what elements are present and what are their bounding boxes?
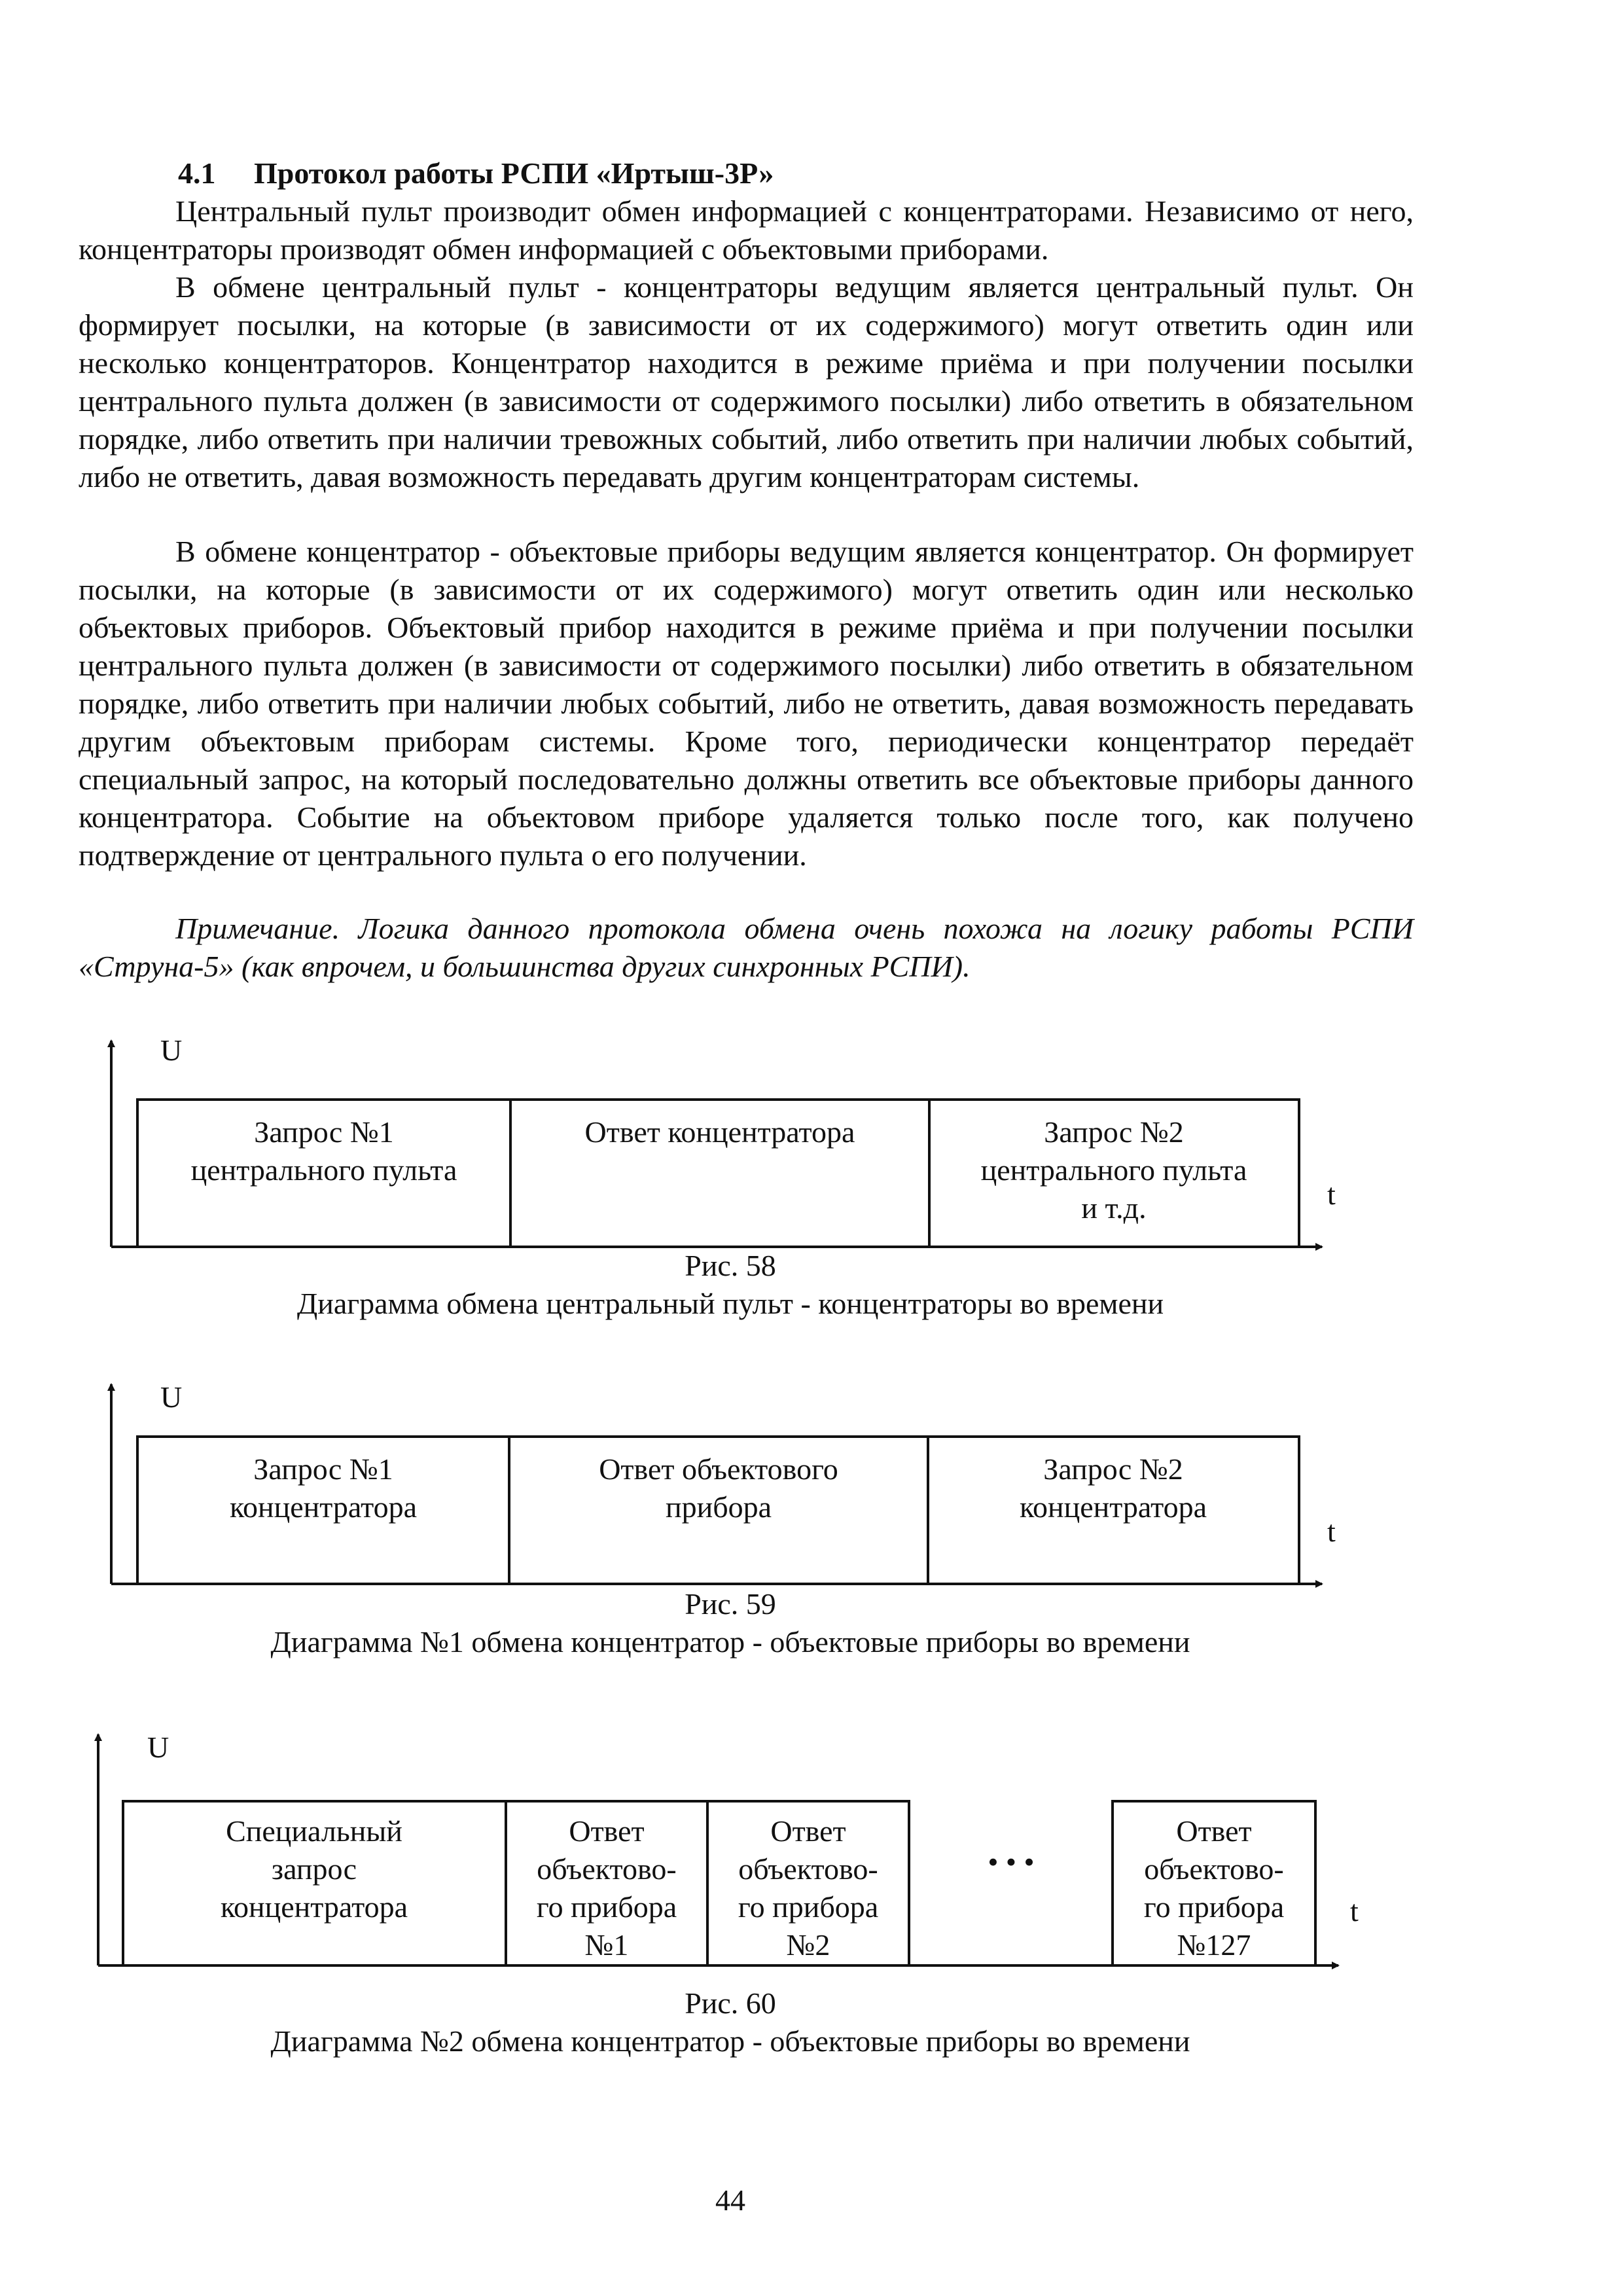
fig59-cell1-line2: концентратора (229, 1490, 418, 1524)
fig60-cell3-line3: го прибора (738, 1890, 879, 1924)
fig58-axis-u-label: U (160, 1033, 183, 1067)
figure-60-diagram (98, 1731, 1359, 1965)
fig60-cell2-line1: Ответ (569, 1814, 645, 1848)
fig58-cell3-line2: центрального пульта (980, 1153, 1247, 1187)
fig58-caption: Диаграмма обмена центральный пульт - концентраторы во времени (296, 1287, 1164, 1320)
fig58-cell1-line1: Запрос №1 (254, 1115, 394, 1149)
section-number: 4.1 (178, 156, 216, 190)
paragraph-3: В обмене концентратор - объектовые приборы ведущим является концентратор. Он формирует посылки, на которые (в зависимости от их содержимого) могут ответить один или несколько объектовых приборов. Объектовый прибор находится в режиме приёма и при получении посылки центрального пульта должен (в зависимости от содержимого посылки) либо ответить в обязательном порядке, либо ответить при наличии любых событий, либо не ответить, давая возможность передавать другим объектовым приборам системы. Кроме того, периодически концентратор передаёт специальный запрос, на который последовательно должны ответить все объектовые приборы данного концентратора. Событие на объектовом приборе удаляется только после того, как получено подтверждение от центрального пульта о его получении. (79, 535, 1414, 872)
fig60-axis-t-label: t (1350, 1894, 1359, 1928)
fig60-ellipsis: • • • (988, 1845, 1035, 1878)
fig60-cell1-line1: Специальный (226, 1814, 402, 1848)
fig58-cell2-line1: Ответ концентратора (584, 1115, 855, 1149)
fig59-cell3-line2: концентратора (1019, 1490, 1207, 1524)
fig60-cell2-line3: го прибора (536, 1890, 677, 1924)
fig60-cell3-line4: №2 (786, 1928, 830, 1962)
fig60-label: Рис. 60 (685, 1986, 776, 2020)
fig58-cell3-line1: Запрос №2 (1044, 1115, 1184, 1149)
note-paragraph: Примечание. Логика данного протокола обмена очень похожа на логику работы РСПИ «Струна-5» (как впрочем, и большинства других синхронных РСПИ). (79, 912, 1414, 983)
fig60-cell5-line3: го прибора (1143, 1890, 1285, 1924)
fig58-label: Рис. 58 (685, 1249, 776, 1282)
fig60-cell5-line4: №127 (1177, 1928, 1251, 1962)
fig60-cell3-line2: объектово- (738, 1852, 878, 1886)
paragraph-1: Центральный пульт производит обмен информацией с концентраторами. Независимо от него, концентраторы производят обмен информацией с объектовыми приборами. (79, 194, 1414, 266)
paragraph-2: В обмене центральный пульт - концентраторы ведущим является центральный пульт. Он формирует посылки, на которые (в зависимости от их содержимого) могут ответить один или несколько концентраторов. Концентратор находится в режиме приёма и при получении посылки центрального пульта должен (в зависимости от содержимого посылки) либо ответить в обязательном порядке, либо ответить при наличии тревожных событий, либо ответить при наличии любых событий, либо не ответить, давая возможность передавать другим концентраторам системы. (79, 270, 1414, 493)
section-title: Протокол работы РСПИ «Иртыш-3Р» (254, 156, 774, 190)
fig60-cell2-line2: объектово- (537, 1852, 677, 1886)
figure-58-diagram (111, 1033, 1336, 1247)
fig58-axis-t-label: t (1327, 1177, 1336, 1211)
fig59-label: Рис. 59 (685, 1587, 776, 1621)
fig60-caption: Диаграмма №2 обмена концентратор - объектовые приборы во времени (270, 2024, 1190, 2058)
fig60-cell2-line4: №1 (584, 1928, 629, 1962)
page-number: 44 (715, 2183, 745, 2217)
fig60-cell5-line2: объектово- (1144, 1852, 1284, 1886)
fig58-cell1-line2: центрального пульта (190, 1153, 457, 1187)
fig59-axis-t-label: t (1327, 1515, 1336, 1548)
fig58-cell3-line3: и т.д. (1081, 1191, 1147, 1225)
fig59-cell2-line2: прибора (665, 1490, 772, 1524)
fig59-cell3-line1: Запрос №2 (1043, 1452, 1183, 1486)
fig59-axis-u-label: U (160, 1380, 183, 1414)
fig60-cell3-line1: Ответ (770, 1814, 846, 1848)
fig60-cell1-line3: концентратора (220, 1890, 408, 1924)
fig60-axis-u-label: U (147, 1731, 169, 1764)
fig60-cell1-line2: запрос (271, 1852, 357, 1886)
figure-59-diagram (111, 1380, 1336, 1584)
fig59-cell2-line1: Ответ объектового (599, 1452, 838, 1486)
fig59-caption: Диаграмма №1 обмена концентратор - объектовые приборы во времени (270, 1625, 1190, 1659)
fig60-cell5-line1: Ответ (1176, 1814, 1252, 1848)
fig59-cell1-line1: Запрос №1 (253, 1452, 393, 1486)
